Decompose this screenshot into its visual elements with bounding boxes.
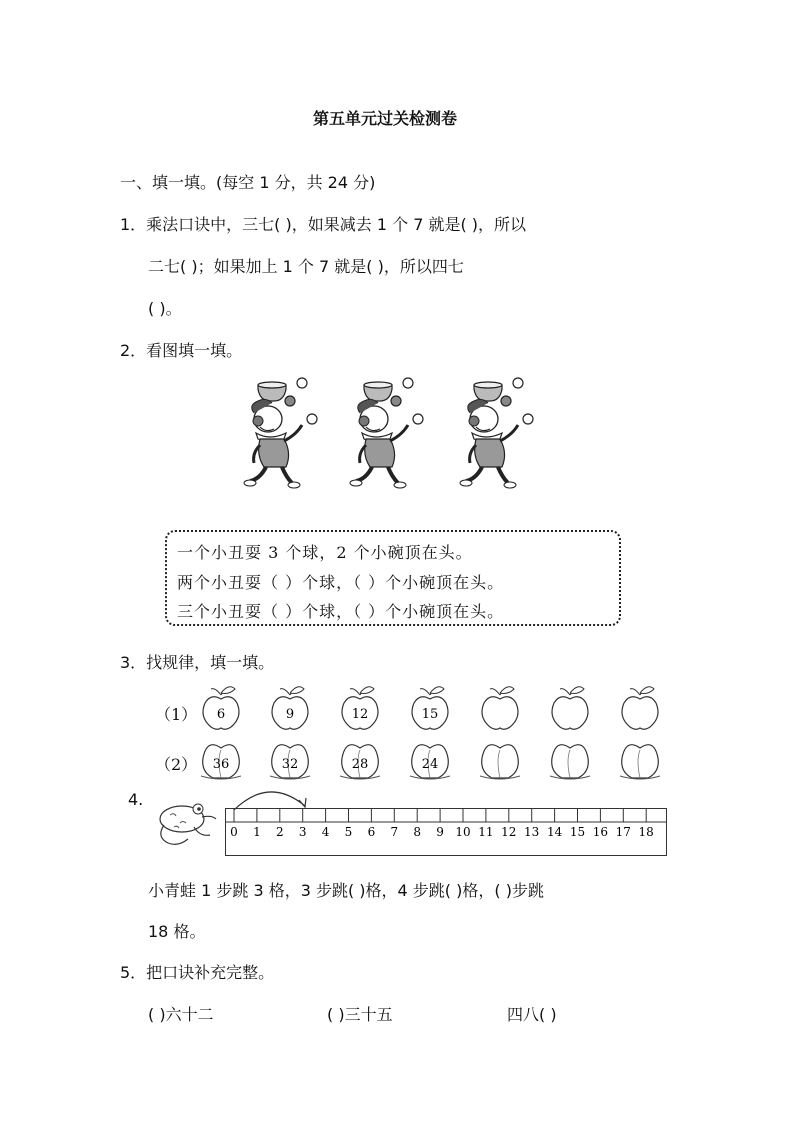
ruler-tick-label: 5: [344, 825, 353, 839]
q4-line1: 小青蛙 1 步跳 3 格，3 步跳( )格，4 步跳( )格，( )步跳: [148, 881, 544, 900]
peach-value: 24: [421, 757, 439, 772]
clown-illustrations: [240, 375, 540, 500]
ruler-tick-label: 7: [390, 825, 399, 839]
section-heading: 一、填一填。(每空 1 分，共 24 分): [120, 173, 376, 192]
apple-value: 15: [421, 707, 439, 722]
apple-figure: [342, 687, 378, 730]
q2-label: 2．看图填一填。: [120, 341, 243, 360]
q5-item-3: 四八( ): [507, 1005, 557, 1024]
frog-illustration: [150, 795, 220, 850]
apple-figure: [412, 687, 448, 730]
ruler-tick-label: 3: [298, 825, 307, 839]
q1-line2: 二七( )；如果加上 1 个 7 就是( )，所以四七: [148, 257, 464, 276]
page-title: 第五单元过关检测卷: [313, 109, 458, 128]
peach-value: 32: [281, 757, 299, 772]
clown-question-box: [165, 530, 621, 626]
peach-figure: [480, 745, 520, 779]
ruler-tick-label: 11: [478, 825, 494, 839]
q4-label: 4.: [128, 790, 144, 809]
q3-row1-label: （1）: [155, 705, 198, 724]
box-line-3: 三个小丑耍（ ）个球，（ ）个小碗顶在头。: [177, 602, 505, 621]
box-line-2: 两个小丑耍（ ）个球，（ ）个小碗顶在头。: [177, 573, 505, 592]
ruler-tick-label: 15: [569, 825, 586, 839]
apple-figure: [552, 687, 588, 730]
q5-item-2: ( )三十五: [327, 1005, 393, 1024]
peach-figure: [550, 745, 590, 779]
apple-figure: [482, 687, 518, 730]
peach-figure: [620, 745, 660, 779]
peach-figure: [270, 745, 310, 779]
apple-value: 6: [216, 707, 226, 722]
ruler-tick-label: 2: [275, 825, 284, 839]
apple-value: 9: [285, 707, 295, 722]
apple-figure: [203, 687, 239, 730]
ruler-tick-label: 4: [321, 825, 330, 839]
peach-figure: [201, 745, 241, 779]
jump-arc: [225, 782, 345, 812]
ruler-tick-label: 9: [436, 825, 444, 839]
peach-value: 28: [351, 757, 369, 772]
peach-value: 36: [212, 757, 230, 772]
clown-2: [350, 378, 423, 488]
ruler-tick-label: 6: [367, 825, 376, 839]
ruler-tick-label: 13: [524, 825, 540, 839]
apple-value: 12: [351, 707, 369, 722]
ruler-tick-label: 17: [615, 825, 631, 839]
ruler-tick-label: 14: [546, 825, 563, 839]
q1-line3: ( )。: [148, 299, 182, 318]
number-ruler: [225, 808, 670, 858]
apple-figure: [622, 687, 658, 730]
peach-figure: [340, 745, 380, 779]
q1-line1: 1．乘法口诀中，三七( )，如果减去 1 个 7 就是( )，所以: [120, 215, 527, 234]
ruler-tick-label: 16: [592, 825, 609, 839]
ruler-tick-label: 10: [455, 825, 471, 839]
ruler-tick-label: 12: [501, 825, 517, 839]
clown-1: [244, 378, 317, 488]
q3-row2-label: （2）: [155, 755, 198, 774]
q4-line2: 18 格。: [148, 922, 206, 941]
ruler-tick-label: 18: [638, 825, 654, 839]
peach-figure: [410, 745, 450, 779]
clown-3: [460, 378, 533, 488]
pattern-figures: [195, 685, 665, 785]
q5-item-1: ( )六十二: [148, 1005, 214, 1024]
box-line-1: 一个小丑耍 3 个球，2 个小碗顶在头。: [177, 543, 473, 562]
ruler-tick-label: 0: [230, 825, 238, 839]
q3-label: 3．找规律，填一填。: [120, 653, 275, 672]
ruler-tick-label: 1: [253, 825, 261, 839]
apple-figure: [272, 687, 308, 730]
ruler-tick-label: 8: [413, 825, 422, 839]
q5-label: 5．把口诀补充完整。: [120, 963, 275, 982]
